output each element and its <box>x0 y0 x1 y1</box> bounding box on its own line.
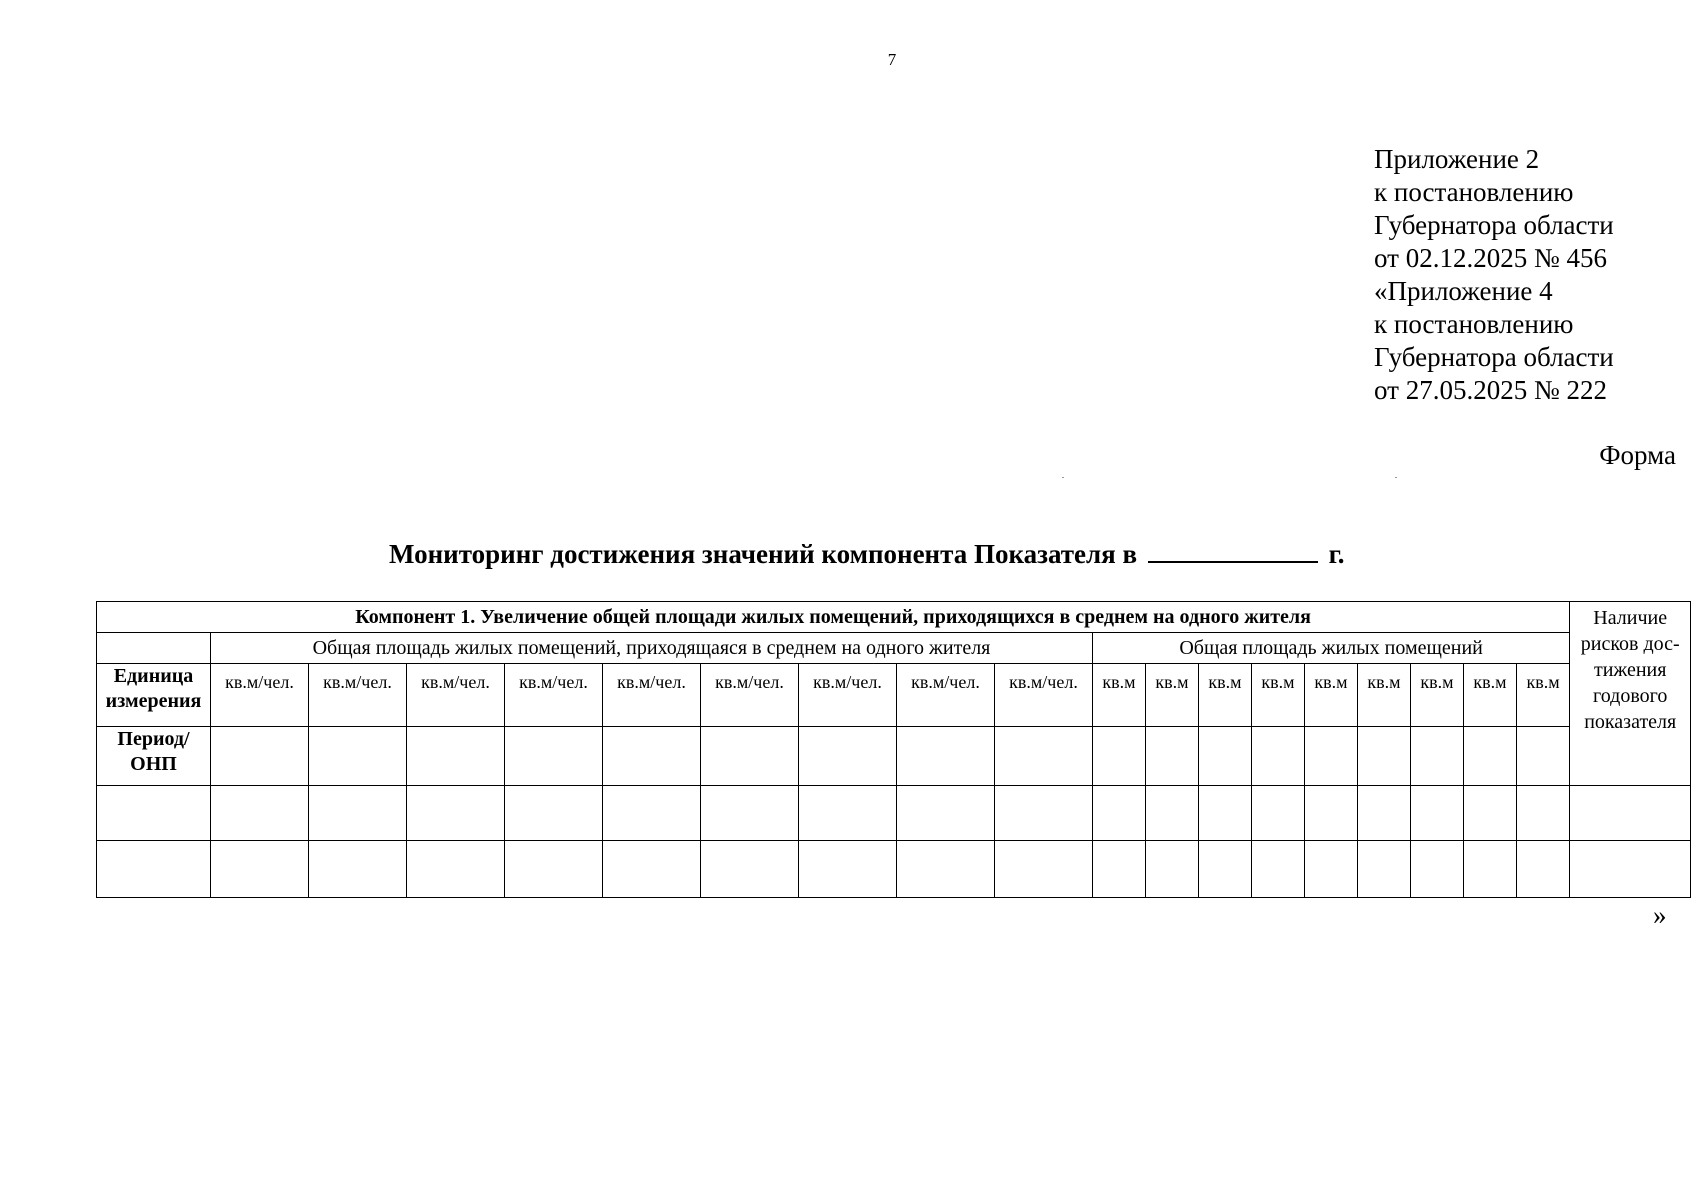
unit-cell: кв.м/чел. <box>701 664 799 727</box>
data-cell <box>1093 727 1146 786</box>
data-cell <box>897 727 995 786</box>
data-cell <box>1146 786 1199 841</box>
component-header: Компонент 1. Увеличение общей площади жилых помещений, приходящихся в среднем на одного жителя <box>97 602 1570 633</box>
document-title <box>389 537 1345 570</box>
unit-cell: кв.м/чел. <box>211 664 309 727</box>
data-cell <box>995 727 1093 786</box>
data-cell <box>995 786 1093 841</box>
data-cell <box>1252 786 1305 841</box>
data-cell <box>211 786 309 841</box>
data-cell <box>701 786 799 841</box>
unit-cell: кв.м <box>1305 664 1358 727</box>
data-cell <box>1358 786 1411 841</box>
data-cell <box>1411 786 1464 841</box>
data-cell <box>1358 727 1411 786</box>
data-cell <box>701 841 799 898</box>
data-cell <box>407 727 505 786</box>
unit-cell: кв.м <box>1464 664 1517 727</box>
period-row-label: Период/ ОНП <box>97 727 211 786</box>
title-text: Мониторинг достижения значений компонента Показателя в <box>389 539 1138 569</box>
data-cell <box>407 786 505 841</box>
attachment-line: к постановлению <box>1374 309 1574 339</box>
data-cell <box>309 841 407 898</box>
scan-speck <box>1062 477 1064 478</box>
data-cell <box>799 727 897 786</box>
data-cell <box>1252 841 1305 898</box>
data-cell <box>1570 841 1691 898</box>
data-cell <box>97 786 211 841</box>
unit-cell: кв.м/чел. <box>407 664 505 727</box>
attachment-line: от 02.12.2025 № 456 <box>1374 243 1607 273</box>
data-cell <box>897 841 995 898</box>
group-total-header: Общая площадь жилых помещений <box>1093 633 1570 664</box>
monitoring-table <box>96 601 1691 898</box>
data-cell <box>1305 786 1358 841</box>
data-cell <box>407 841 505 898</box>
data-cell <box>1199 786 1252 841</box>
data-cell <box>1305 841 1358 898</box>
scan-speck <box>1395 477 1397 478</box>
risk-header: Наличие рисков дос-тижения годового показателя <box>1570 602 1691 786</box>
unit-cell: кв.м/чел. <box>603 664 701 727</box>
unit-cell: кв.м <box>1358 664 1411 727</box>
data-cell <box>97 841 211 898</box>
data-cell <box>1517 841 1570 898</box>
data-cell <box>1358 841 1411 898</box>
unit-cell: кв.м/чел. <box>897 664 995 727</box>
attachment-line: Губернатора области <box>1374 210 1614 240</box>
data-cell <box>505 786 603 841</box>
data-cell <box>897 786 995 841</box>
unit-cell: кв.м <box>1252 664 1305 727</box>
data-cell <box>309 727 407 786</box>
data-cell <box>1411 727 1464 786</box>
data-cell <box>505 841 603 898</box>
data-cell <box>1411 841 1464 898</box>
attachment-line: Губернатора области <box>1374 342 1614 372</box>
year-blank-line <box>1148 537 1318 563</box>
data-cell <box>701 727 799 786</box>
data-cell <box>309 786 407 841</box>
data-cell <box>1199 841 1252 898</box>
page-number: 7 <box>887 50 897 69</box>
data-cell <box>995 841 1093 898</box>
attachment-block <box>1374 143 1614 407</box>
attachment-line: Приложение 2 <box>1374 144 1540 174</box>
unit-cell: кв.м <box>1146 664 1199 727</box>
attachment-line: от 27.05.2025 № 222 <box>1374 375 1607 405</box>
group-per-capita-header: Общая площадь жилых помещений, приходящаяся в среднем на одного жителя <box>211 633 1093 664</box>
unit-cell: кв.м <box>1517 664 1570 727</box>
closing-quote: » <box>1653 900 1667 930</box>
data-cell <box>1093 841 1146 898</box>
empty-cell <box>97 633 211 664</box>
unit-cell: кв.м/чел. <box>799 664 897 727</box>
unit-cell: кв.м/чел. <box>309 664 407 727</box>
unit-cell: кв.м/чел. <box>505 664 603 727</box>
data-cell <box>1517 727 1570 786</box>
unit-cell: кв.м <box>1199 664 1252 727</box>
attachment-line: «Приложение 4 <box>1374 276 1553 306</box>
data-cell <box>1146 841 1199 898</box>
data-cell <box>603 727 701 786</box>
data-cell <box>505 727 603 786</box>
data-cell <box>799 841 897 898</box>
data-cell <box>1305 727 1358 786</box>
data-cell <box>1199 727 1252 786</box>
data-cell <box>1252 727 1305 786</box>
unit-cell: кв.м <box>1093 664 1146 727</box>
data-cell <box>211 841 309 898</box>
data-cell <box>603 786 701 841</box>
unit-cell: кв.м <box>1411 664 1464 727</box>
data-cell <box>1517 786 1570 841</box>
data-cell <box>1093 786 1146 841</box>
data-cell <box>603 841 701 898</box>
data-cell <box>1146 727 1199 786</box>
unit-row-label: Единица измерения <box>97 664 211 727</box>
data-cell <box>1570 786 1691 841</box>
data-cell <box>799 786 897 841</box>
data-cell <box>211 727 309 786</box>
unit-cell: кв.м/чел. <box>995 664 1093 727</box>
data-cell <box>1464 841 1517 898</box>
form-label: Форма <box>1599 440 1676 470</box>
title-suffix: г. <box>1328 539 1345 569</box>
data-cell <box>1464 727 1517 786</box>
attachment-line: к постановлению <box>1374 177 1574 207</box>
data-cell <box>1464 786 1517 841</box>
